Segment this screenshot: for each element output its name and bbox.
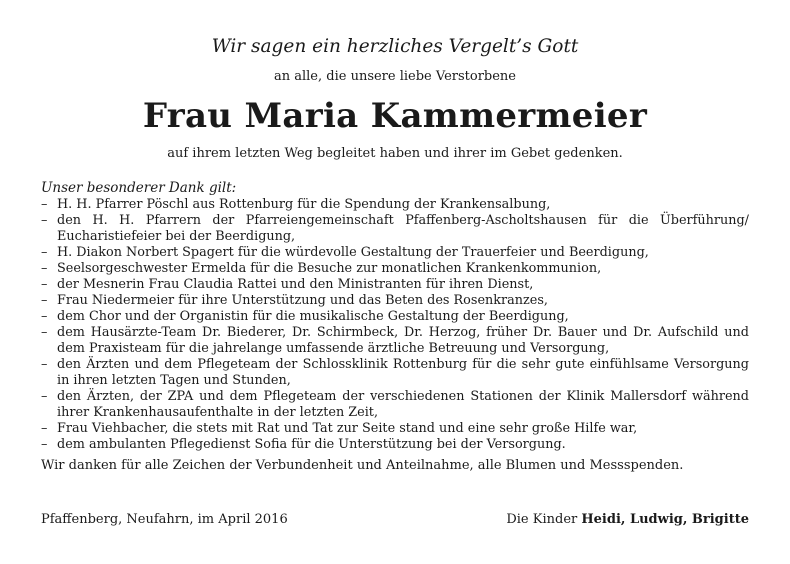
dash-bullet: – xyxy=(41,357,48,372)
thanks-item xyxy=(41,261,749,277)
thanks-item-text: den Ärzten, der ZPA und dem Pflegeteam der verschiedenen Stationen der Klinik Mallersdorf während ihrer Krankenhausaufenthalte in der letzten Zeit, xyxy=(57,389,749,420)
dash-bullet: – xyxy=(41,309,48,324)
signature xyxy=(506,512,749,528)
dash-bullet: – xyxy=(41,325,48,340)
dash-bullet: – xyxy=(41,261,48,276)
thanks-item xyxy=(41,277,749,293)
dash-bullet: – xyxy=(41,437,48,452)
thanks-item xyxy=(41,421,749,437)
closing-line: Wir danken für alle Zeichen der Verbundenheit und Anteilnahme, alle Blumen und Messspenden. xyxy=(41,458,684,473)
thanks-item-text: Frau Viehbacher, die stets mit Rat und Tat zur Seite stand und eine sehr große Hilfe war, xyxy=(57,421,638,436)
dash-bullet: – xyxy=(41,421,48,436)
thanks-item-text: Frau Niedermeier für ihre Unterstützung und das Beten des Rosenkranzes, xyxy=(57,293,548,308)
dash-bullet: – xyxy=(41,277,48,292)
signature-names: Heidi, Ludwig, Brigitte xyxy=(581,512,749,527)
deceased-name: Frau Maria Kammermeier xyxy=(142,96,648,136)
thanks-item-text: dem Hausärzte-Team Dr. Biederer, Dr. Schirmbeck, Dr. Herzog, früher Dr. Bauer und Dr. Aufschild und dem Praxisteam für die jahrelange umfassende ärztliche Betreuung und Versorgung, xyxy=(57,325,749,356)
dash-bullet: – xyxy=(41,293,48,308)
thanks-item-text: der Mesnerin Frau Claudia Rattei und den Ministranten für ihren Dienst, xyxy=(57,277,534,292)
thanks-item xyxy=(41,389,749,421)
thanks-item-text: H. Diakon Norbert Spagert für die würdevolle Gestaltung der Trauerfeier und Beerdigung, xyxy=(57,245,649,260)
thanks-item-text: dem ambulanten Pflegedienst Sofia für die Unterstützung bei der Versorgung. xyxy=(57,437,566,452)
thanks-item xyxy=(41,293,749,309)
signature-prefix: Die Kinder xyxy=(506,512,578,527)
thanks-item xyxy=(41,197,749,213)
accompaniment-line: auf ihrem letzten Weg begleitet haben und ihrer im Gebet gedenken. xyxy=(167,146,623,161)
thanks-item xyxy=(41,437,749,453)
dash-bullet: – xyxy=(41,197,48,212)
thanks-list xyxy=(41,197,749,453)
thanks-item-text: H. H. Pfarrer Pöschl aus Rottenburg für die Spendung der Krankensalbung, xyxy=(57,197,551,212)
footer xyxy=(41,512,749,528)
thanks-item-text: Seelsorgeschwester Ermelda für die Besuche zur monatlichen Krankenkommunion, xyxy=(57,261,602,276)
thanks-item-text: den Ärzten und dem Pflegeteam der Schlossklinik Rottenburg für die sehr gute einfühlsame Versorgung in ihren letzten Tagen und Stunden, xyxy=(57,357,749,388)
thanks-item-text: dem Chor und der Organistin für die musikalische Gestaltung der Beerdigung, xyxy=(57,309,569,324)
dash-bullet: – xyxy=(41,213,48,228)
thanks-item xyxy=(41,357,749,389)
thanks-item xyxy=(41,325,749,357)
place-date: Pfaffenberg, Neufahrn, im April 2016 xyxy=(41,512,288,527)
thanks-item-text: den H. H. Pfarrern der Pfarreiengemeinschaft Pfaffenberg-Ascholtshausen für die Überführung/ Eucharistiefeier bei der Beerdigung, xyxy=(57,213,749,244)
dash-bullet: – xyxy=(41,389,48,404)
thanks-item xyxy=(41,245,749,261)
dash-bullet: – xyxy=(41,245,48,260)
thanks-item xyxy=(41,213,749,245)
special-thanks-heading: Unser besonderer Dank gilt: xyxy=(41,180,237,196)
thanks-headline: Wir sagen ein herzliches Vergelt’s Gott xyxy=(211,36,579,57)
intro-line: an alle, die unsere liebe Verstorbene xyxy=(273,69,516,84)
thanks-item xyxy=(41,309,749,325)
